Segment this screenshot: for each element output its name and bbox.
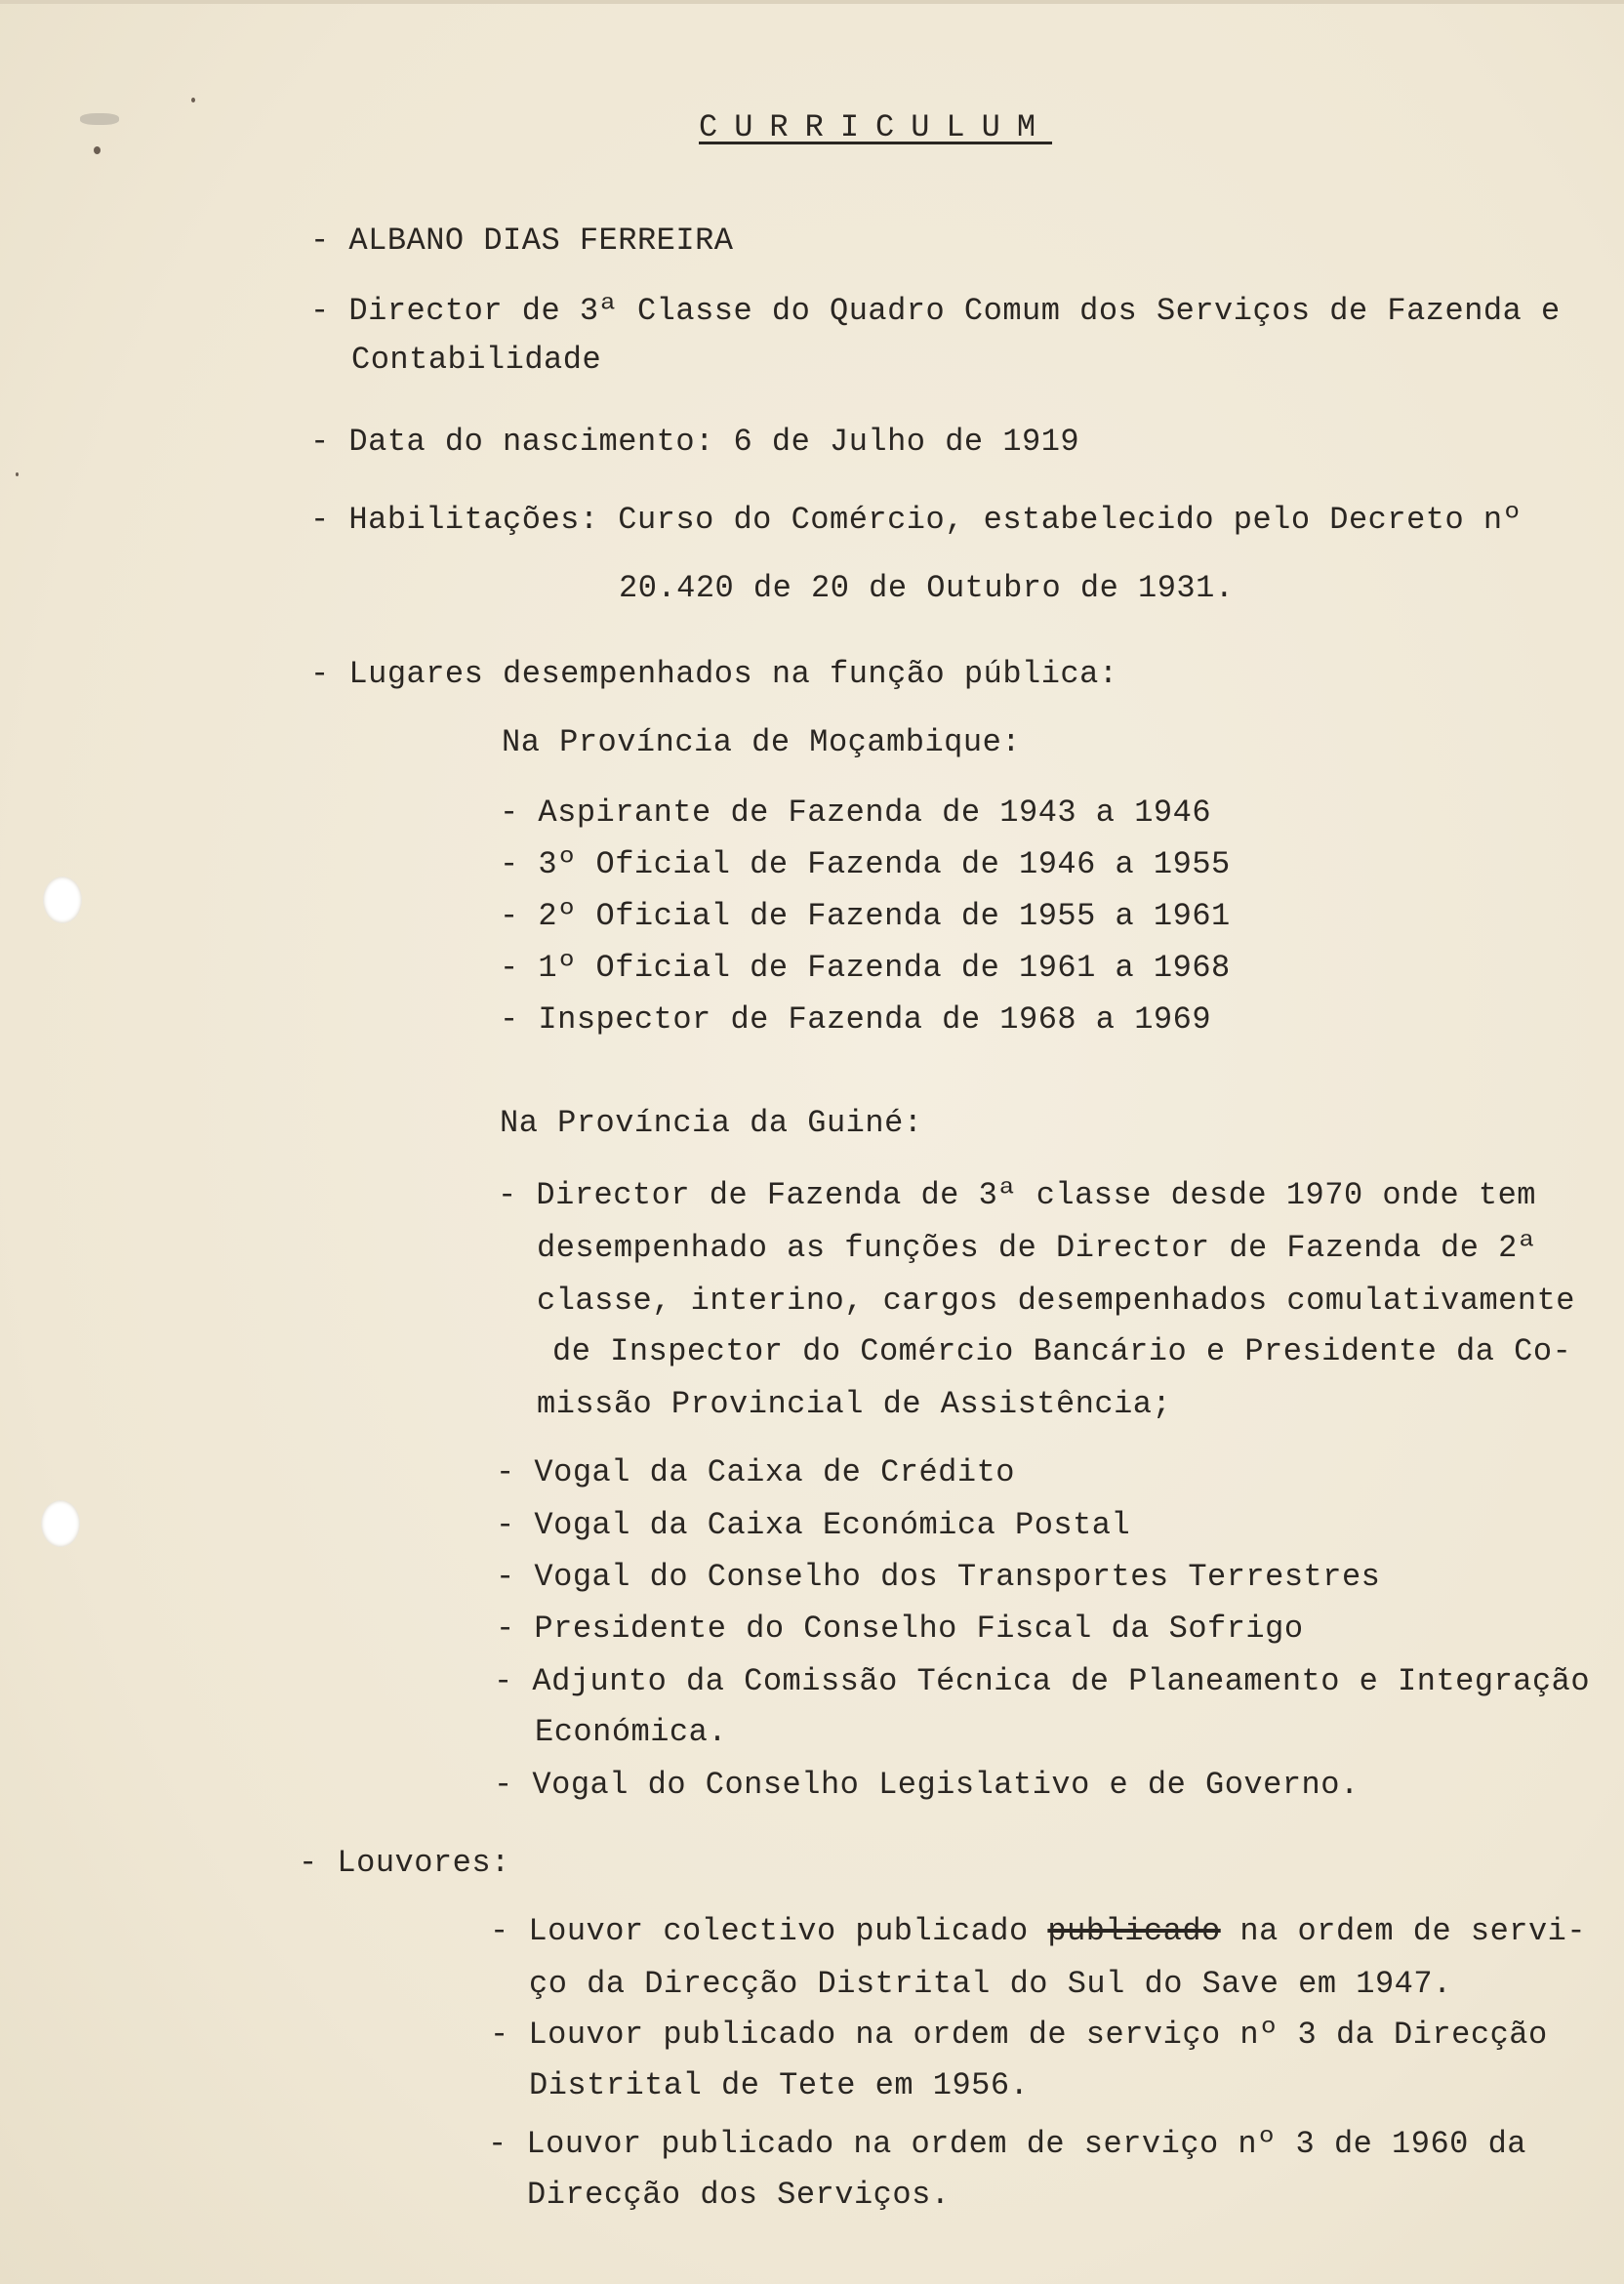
qualifications-line-2: 20.420 de 20 de Outubro de 1931. bbox=[619, 570, 1235, 606]
louvor-1-line-2: ço da Direcção Distrital do Sul do Save em 1947. bbox=[529, 1966, 1452, 2002]
guine-adjunto-line-1: - Adjunto da Comissão Técnica de Planeamento e Integração bbox=[494, 1663, 1591, 1699]
mozambique-post: - 2º Oficial de Fazenda de 1955 a 1961 bbox=[500, 898, 1231, 934]
struck-out-word: publicado bbox=[1047, 1913, 1221, 1949]
guine-post-last: - Vogal do Conselho Legislativo e de Governo. bbox=[494, 1767, 1360, 1803]
louvor-1-text-end: na ordem de servi- bbox=[1220, 1913, 1587, 1949]
louvor-1-line-1 bbox=[490, 1913, 1586, 1950]
guine-director-line: missão Provincial de Assistência; bbox=[537, 1386, 1172, 1422]
louvor-3-line-1: - Louvor publicado na ordem de serviço nº 3 de 1960 da bbox=[488, 2126, 1526, 2162]
page-top-edge bbox=[0, 0, 1624, 4]
ink-speck bbox=[16, 472, 19, 476]
paper-mark bbox=[80, 113, 119, 125]
position-line-2: Contabilidade bbox=[351, 342, 602, 378]
louvor-3-line-2: Direcção dos Serviços. bbox=[527, 2177, 951, 2213]
person-name: - ALBANO DIAS FERREIRA bbox=[310, 223, 734, 259]
guine-post: - Vogal da Caixa Económica Postal bbox=[496, 1507, 1131, 1543]
document-title: CURRICULUM bbox=[699, 109, 1053, 145]
mozambique-post: - Inspector de Fazenda de 1968 a 1969 bbox=[500, 1001, 1212, 1038]
position-line-1: - Director de 3ª Classe do Quadro Comum dos Serviços de Fazenda e bbox=[310, 293, 1561, 329]
guine-post: - Vogal da Caixa de Crédito bbox=[496, 1454, 1015, 1490]
guine-post: - Vogal do Conselho dos Transportes Terrestres bbox=[496, 1559, 1381, 1595]
ink-speck bbox=[94, 146, 101, 154]
qualifications-line-1: - Habilitações: Curso do Comércio, estabelecido pelo Decreto nº bbox=[310, 502, 1522, 538]
guine-director-line: classe, interino, cargos desempenhados comulativamente bbox=[537, 1283, 1575, 1319]
mozambique-post: - 1º Oficial de Fazenda de 1961 a 1968 bbox=[500, 950, 1231, 986]
louvores-heading: - Louvores: bbox=[299, 1845, 510, 1881]
louvor-1-text-start: - Louvor colectivo publicado bbox=[490, 1913, 1048, 1949]
guine-director-line: de Inspector do Comércio Bancário e Presidente da Co- bbox=[552, 1333, 1572, 1369]
mozambique-post: - 3º Oficial de Fazenda de 1946 a 1955 bbox=[500, 846, 1231, 882]
birth-date: - Data do nascimento: 6 de Julho de 1919 bbox=[310, 424, 1080, 460]
guine-director-line: - Director de Fazenda de 3ª classe desde 1970 onde tem bbox=[498, 1177, 1536, 1213]
ink-speck bbox=[191, 98, 195, 102]
guine-heading: Na Província da Guiné: bbox=[500, 1105, 923, 1141]
guine-post: - Presidente do Conselho Fiscal da Sofrigo bbox=[496, 1611, 1304, 1647]
punch-hole-bottom bbox=[41, 1500, 80, 1547]
punch-hole-top bbox=[43, 877, 82, 923]
louvor-2-line-1: - Louvor publicado na ordem de serviço nº 3 da Direcção bbox=[490, 2017, 1548, 2053]
public-posts-heading: - Lugares desempenhados na função pública: bbox=[310, 656, 1118, 692]
mozambique-heading: Na Província de Moçambique: bbox=[502, 724, 1021, 760]
guine-adjunto-line-2: Económica. bbox=[535, 1714, 728, 1750]
mozambique-post: - Aspirante de Fazenda de 1943 a 1946 bbox=[500, 795, 1212, 831]
guine-director-line: desempenhado as funções de Director de Fazenda de 2ª bbox=[537, 1230, 1537, 1266]
louvor-2-line-2: Distrital de Tete em 1956. bbox=[529, 2067, 1030, 2103]
